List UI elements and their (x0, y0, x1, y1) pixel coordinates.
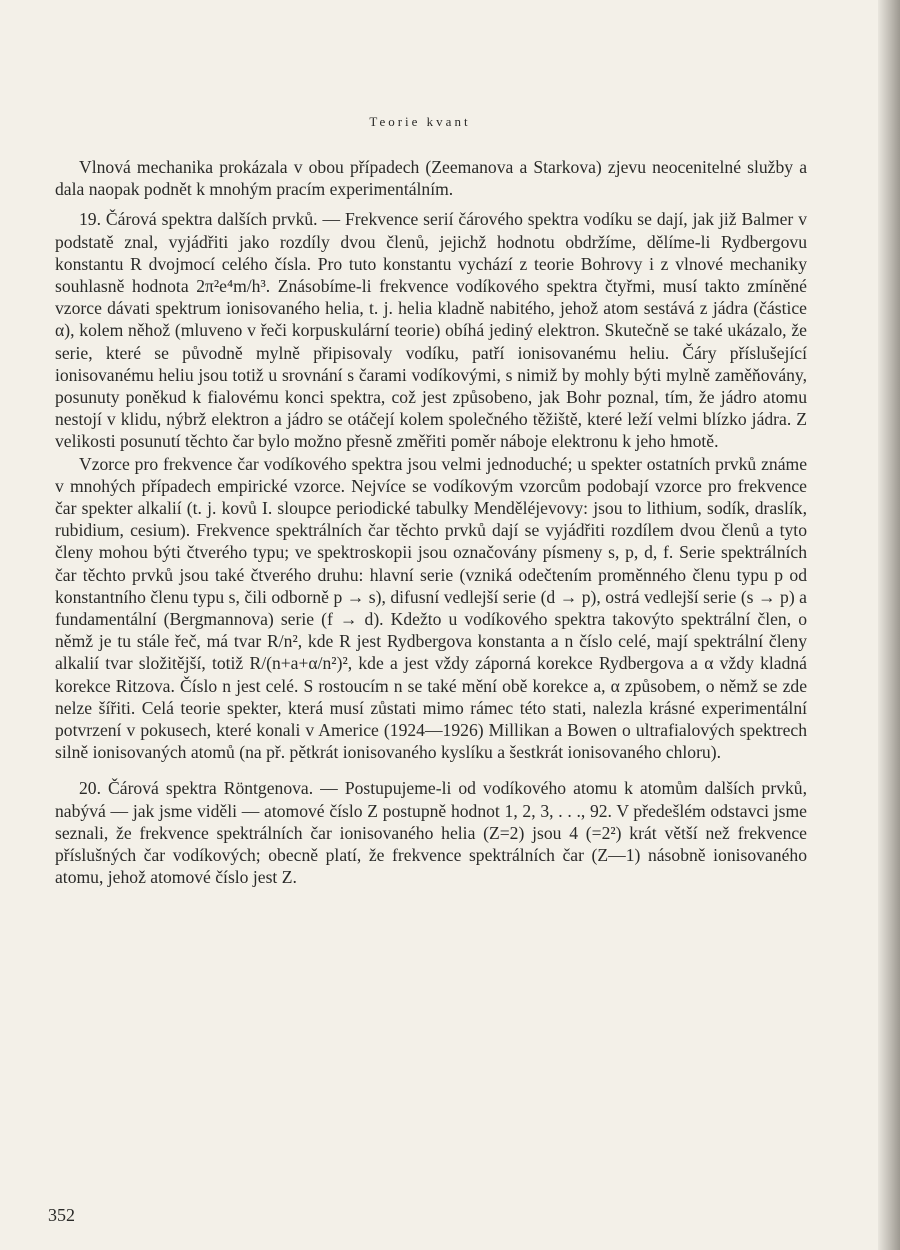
paragraph-1: Vlnová mechanika prokázala v obou případech (Zeemanova a Starkova) zjevu neocenitelné služby a dala naopak podnět k mnohým pracím experimentálním. (55, 157, 807, 200)
running-head: Teorie kvant (369, 114, 471, 129)
body-text (55, 156, 807, 889)
paragraph-4: 20. Čárová spektra Röntgenova. — Postupujeme-li od vodíkového atomu k atomům dalších prvků, nabývá — jak jsme viděli — atomové číslo Z postupně hodnot 1, 2, 3, . . ., 92. V předešlém odstavci jsme seznali, že frekvence spektrálních čar ionisovaného helia (Z=2) jsou 4 (=2²) krát větší než frekvence příslušných čar vodíkových; obecně platí, že frekvence spektrálních čar (Z—1) násobně ionisovaného atomu, jehož atomové číslo jest Z. (55, 778, 807, 888)
paragraph-3: Vzorce pro frekvence čar vodíkového spektra jsou velmi jednoduché; u spekter ostatních prvků známe v mnohých případech empirické vzorce. Nejvíce se vodíkovým vzorcům podobají vzorce pro frekvence čar spekter alkalií (t. j. kovů I. sloupce periodické tabulky Menděléjevovy: jsou to lithium, sodík, draslík, rubidium, cesium). Frekvence spektrálních čar těchto prvků dají se vyjádřiti rozdílem dvou členů a tyto členy mohou býti čtverého typu; ve spektroskopii jsou označovány písmeny s, p, d, f. Serie spektrálních čar těchto prvků jsou také čtverého druhu: hlavní serie (vzniká odečtením proměnného členu typu p od konstantního členu typu s, čili odborně p → s), difusní vedlejší serie (d → p), ostrá vedlejší serie (s → p) a fundamentální (Bergmannova) serie (f → d). Kdežto u vodíkového spektra takovýto spektrální člen, o němž je tu stále řeč, má tvar R/n², kde R jest Rydbergova konstanta a n číslo celé, mají spektrální členy alkalií tvar složitější, totiž R/(n+a+α/n²)², kde a jest vždy záporná korekce Rydbergova a α vždy kladná korekce Ritzova. Číslo n jest celé. S rostoucím n se také mění obě korekce a, α způsobem, o němž se zde nelze šířiti. Celá teorie spekter, která musí zůstati mimo rámec této stati, nalezla krásné experimentální potvrzení v pokusech, které konali v Americe (1924—1926) Millikan a Bowen o ultrafialových spektrech silně ionisovaných atomů (na př. pětkrát ionisovaného kyslíku a šestkrát ionisovaného chloru). (55, 453, 807, 763)
page-edge (878, 0, 900, 1250)
paragraph-2: 19. Čárová spektra dalších prvků. — Frekvence serií čárového spektra vodíku se dají, jak již Balmer v podstatě znal, vyjádřiti jako rozdíly dvou členů, jejichž hodnotu obdržíme, dělíme-li Rydbergovu konstantu R dvojmocí celého čísla. Pro tuto konstantu vychází z teorie Bohrovy i z vlnové mechaniky souhlasně hodnota 2π²e⁴m/h³. Znásobíme-li frekvence vodíkového spektra čtyřmi, musí takto zmíněné vzorce dávati spektrum ionisovaného helia, t. j. helia kladně nabitého, jehož atom sestává z jádra (částice α), kolem něhož (mluveno v řeči korpuskulární teorie) obíhá jediný elektron. Skutečně se také ukázalo, že serie, které se původně mylně připisovaly vodíku, patří ionisovanému heliu. Čáry příslušející ionisovanému heliu jsou totiž u srovnání s čarami vodíkovými, s nimiž by mohly býti mylně zaměňovány, posunuty poněkud k fialovému konci spektra, což jest způsobeno, jak Bohr poznal, tím, že jádro atomu nestojí v klidu, nýbrž elektron a jádro se otáčejí kolem společného těžiště, které leží velmi blízko jádra. Z velikosti posunutí těchto čar bylo možno přesně změřiti poměr náboje elektronu k jeho hmotě. (55, 209, 807, 452)
page-number: 352 (48, 1205, 75, 1225)
